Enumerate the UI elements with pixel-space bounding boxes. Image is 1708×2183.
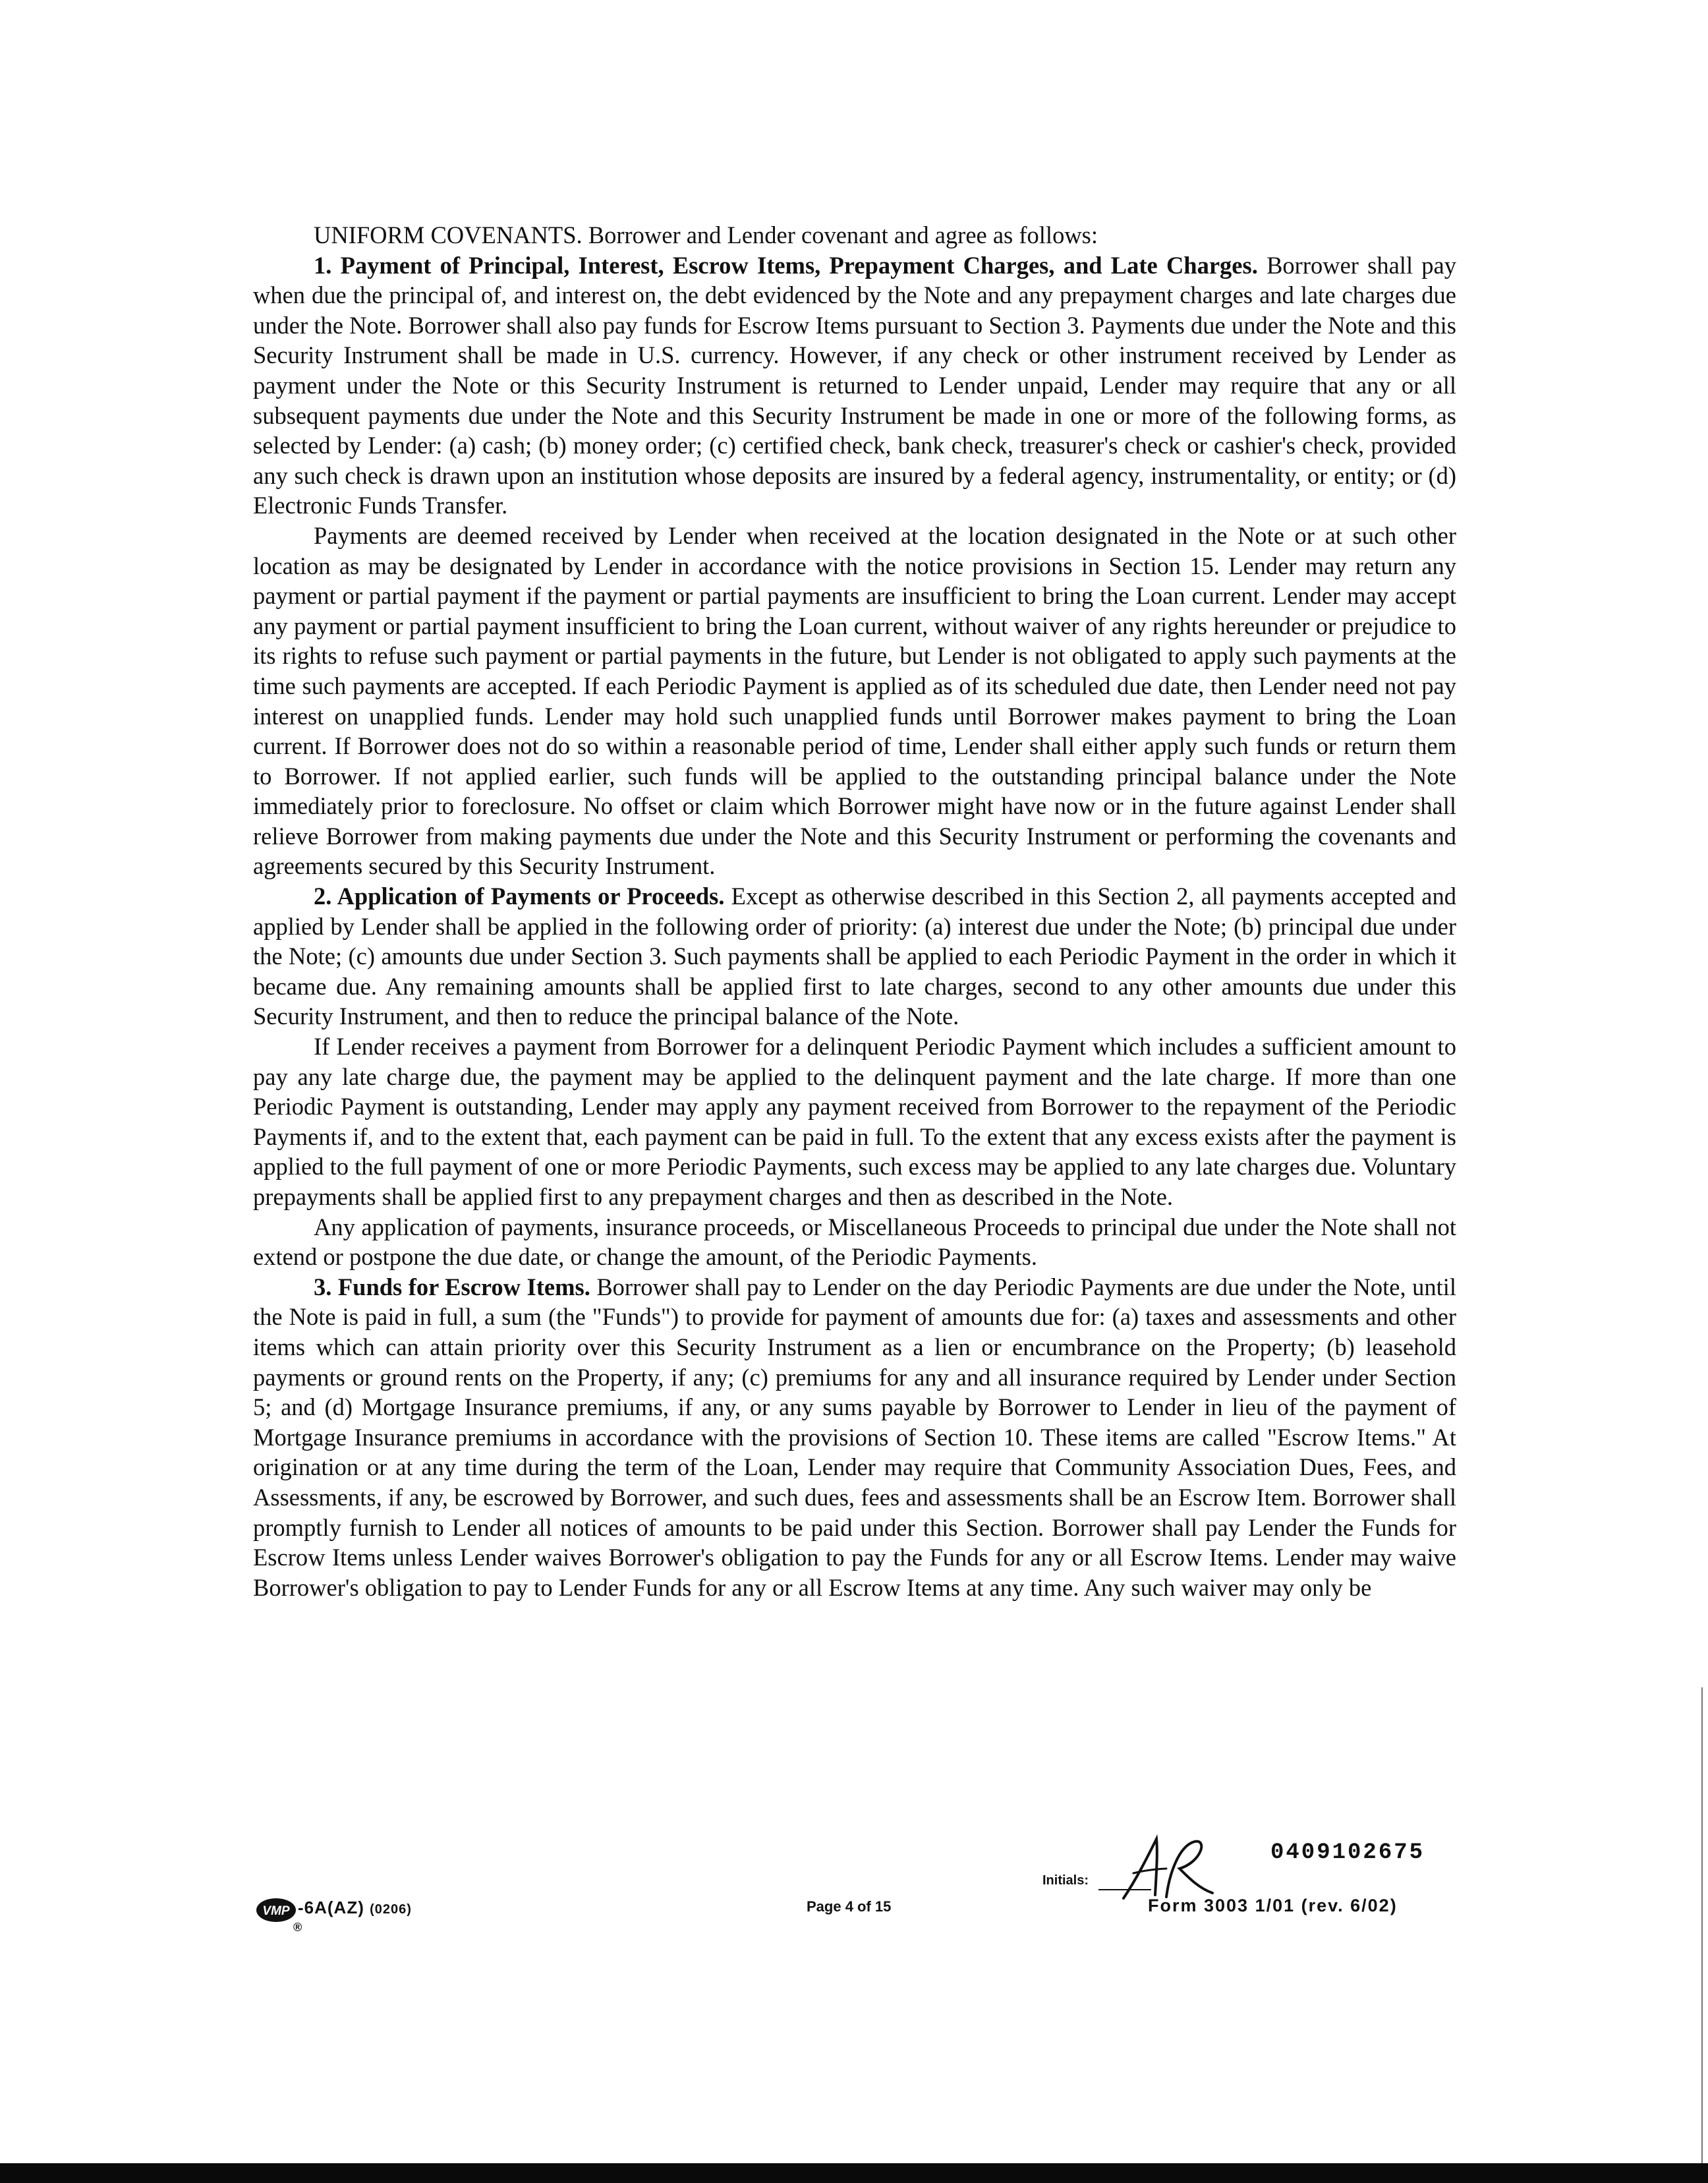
- section-2-paragraph: [253, 881, 1456, 1032]
- document-body: [253, 220, 1456, 1602]
- loan-number: 0409102675: [1270, 1840, 1425, 1865]
- section-2-body: Except as otherwise described in this Section 2, all payments accepted and applied by Lender shall be applied in the following order of priority: (a) interest due under the Note; (b) principal due under the Note; (c) amounts due under Section 3. Such payments shall be applied to each Periodic Payment in the order in which it became due. Any remaining amounts shall be applied first to late charges, second to any other amounts due under this Security Instrument, and then to reduce the principal balance of the Note.: [253, 883, 1456, 1030]
- form-code-date: (0206): [370, 1902, 412, 1917]
- section-1-paragraph-2: Payments are deemed received by Lender when received at the location designated in the Note or at such other location as may be designated by Lender in accordance with the notice provisions in Section 15. Lender may return any payment or partial payment if the payment or partial payments are insufficient to bring the Loan current. Lender may accept any payment or partial payment insufficient to bring the Loan current, without waiver of any rights hereunder or prejudice to its rights to refuse such payment or partial payments in the future, but Lender is not obligated to apply such payments at the time such payments are accepted. If each Periodic Payment is applied as of its scheduled due date, then Lender need not pay interest on unapplied funds. Lender may hold such unapplied funds until Borrower makes payment to bring the Loan current. If Borrower does not do so within a reasonable period of time, Lender shall either apply such funds or return them to Borrower. If not applied earlier, such funds will be applied to the outstanding principal balance under the Note immediately prior to foreclosure. No offset or claim which Borrower might have now or in the future against Lender shall relieve Borrower from making payments due under the Note and this Security Instrument or performing the covenants and agreements secured by this Security Instrument.: [253, 521, 1456, 880]
- section-1-paragraph: [253, 250, 1456, 521]
- initials-label: Initials:: [1042, 1873, 1089, 1888]
- page-number: Page 4 of 15: [807, 1898, 892, 1915]
- section-2-paragraph-3: Any application of payments, insurance proceeds, or Miscellaneous Proceeds to principal due under the Note shall not extend or postpone the due date, or change the amount, of the Periodic Payments.: [253, 1213, 1456, 1271]
- section-3-body: Borrower shall pay to Lender on the day Periodic Payments are due under the Note, until the Note is paid in full, a sum (the "Funds") to provide for payment of amounts due for: (a) taxes and assessments and other items which can attain priority over this Security Instrument as a lien or encumbrance on the Property; (b) leasehold payments or ground rents on the Property, if any; (c) premiums for any and all insurance required by Lender under Section 5; and (d) Mortgage Insurance premiums, if any, or any sums payable by Borrower to Lender in lieu of the payment of Mortgage Insurance premiums in accordance with the provisions of Section 10. These items are called "Escrow Items." At origination or at any time during the term of the Loan, Lender may require that Community Association Dues, Fees, and Assessments, if any, be escrowed by Borrower, and such dues, fees and assessments shall be an Escrow Item. Borrower shall promptly furnish to Lender all notices of amounts to be paid under this Section. Borrower shall pay Lender the Funds for Escrow Items unless Lender waives Borrower's obligation to pay the Funds for any or all Escrow Items. Lender may waive Borrower's obligation to pay to Lender Funds for any or all Escrow Items at any time. Any such waiver may only be: [253, 1273, 1457, 1601]
- section-2-paragraph-2: If Lender receives a payment from Borrower for a delinquent Periodic Payment which includes a sufficient amount to pay any late charge due, the payment may be applied to the delinquent payment and the late charge. If more than one Periodic Payment is outstanding, Lender may apply any payment received from Borrower to the repayment of the Periodic Payments if, and to the extent that, each payment can be paid in full. To the extent that any excess exists after the payment is applied to the full payment of one or more Periodic Payments, such excess may be applied to any late charges due. Voluntary prepayments shall be applied first to any prepayment charges and then as described in the Note.: [253, 1033, 1456, 1210]
- form-code: [298, 1898, 412, 1918]
- vmp-logo-icon: [256, 1897, 297, 1923]
- scan-edge-line: [1701, 1687, 1703, 2163]
- section-3-paragraph: [253, 1272, 1456, 1603]
- section-3-heading: 3. Funds for Escrow Items.: [314, 1273, 590, 1300]
- logo-text: VMP: [262, 1904, 290, 1918]
- section-1-heading: 1. Payment of Principal, Interest, Escrow Items, Prepayment Charges, and Late Charges.: [314, 251, 1258, 279]
- form-code-number: -6A(AZ): [298, 1898, 364, 1917]
- initials-signature: [1117, 1832, 1216, 1905]
- registered-mark: ®: [293, 1921, 302, 1934]
- form-label: Form 3003 1/01 (rev. 6/02): [1148, 1896, 1398, 1915]
- section-1-body: Borrower shall pay when due the principal of, and interest on, the debt evidenced by the Note and any prepayment charges and late charges due under the Note. Borrower shall also pay funds for Escrow Items pursuant to Section 3. Payments due under the Note and this Security Instrument shall be made in U.S. currency. However, if any check or other instrument received by Lender as payment under the Note or this Security Instrument is returned to Lender unpaid, Lender may require that any or all subsequent payments due under the Note and this Security Instrument be made in one or more of the following forms, as selected by Lender: (a) cash; (b) money order; (c) certified check, bank check, treasurer's check or cashier's check, provided any such check is drawn upon an institution whose deposits are insured by a federal agency, instrumentality, or entity; or (d) Electronic Funds Transfer.: [253, 251, 1456, 519]
- section-2-heading: 2. Application of Payments or Proceeds.: [314, 883, 725, 910]
- intro-paragraph: UNIFORM COVENANTS. Borrower and Lender covenant and agree as follows:: [314, 221, 1098, 248]
- scan-bottom-band: [0, 2163, 1708, 2183]
